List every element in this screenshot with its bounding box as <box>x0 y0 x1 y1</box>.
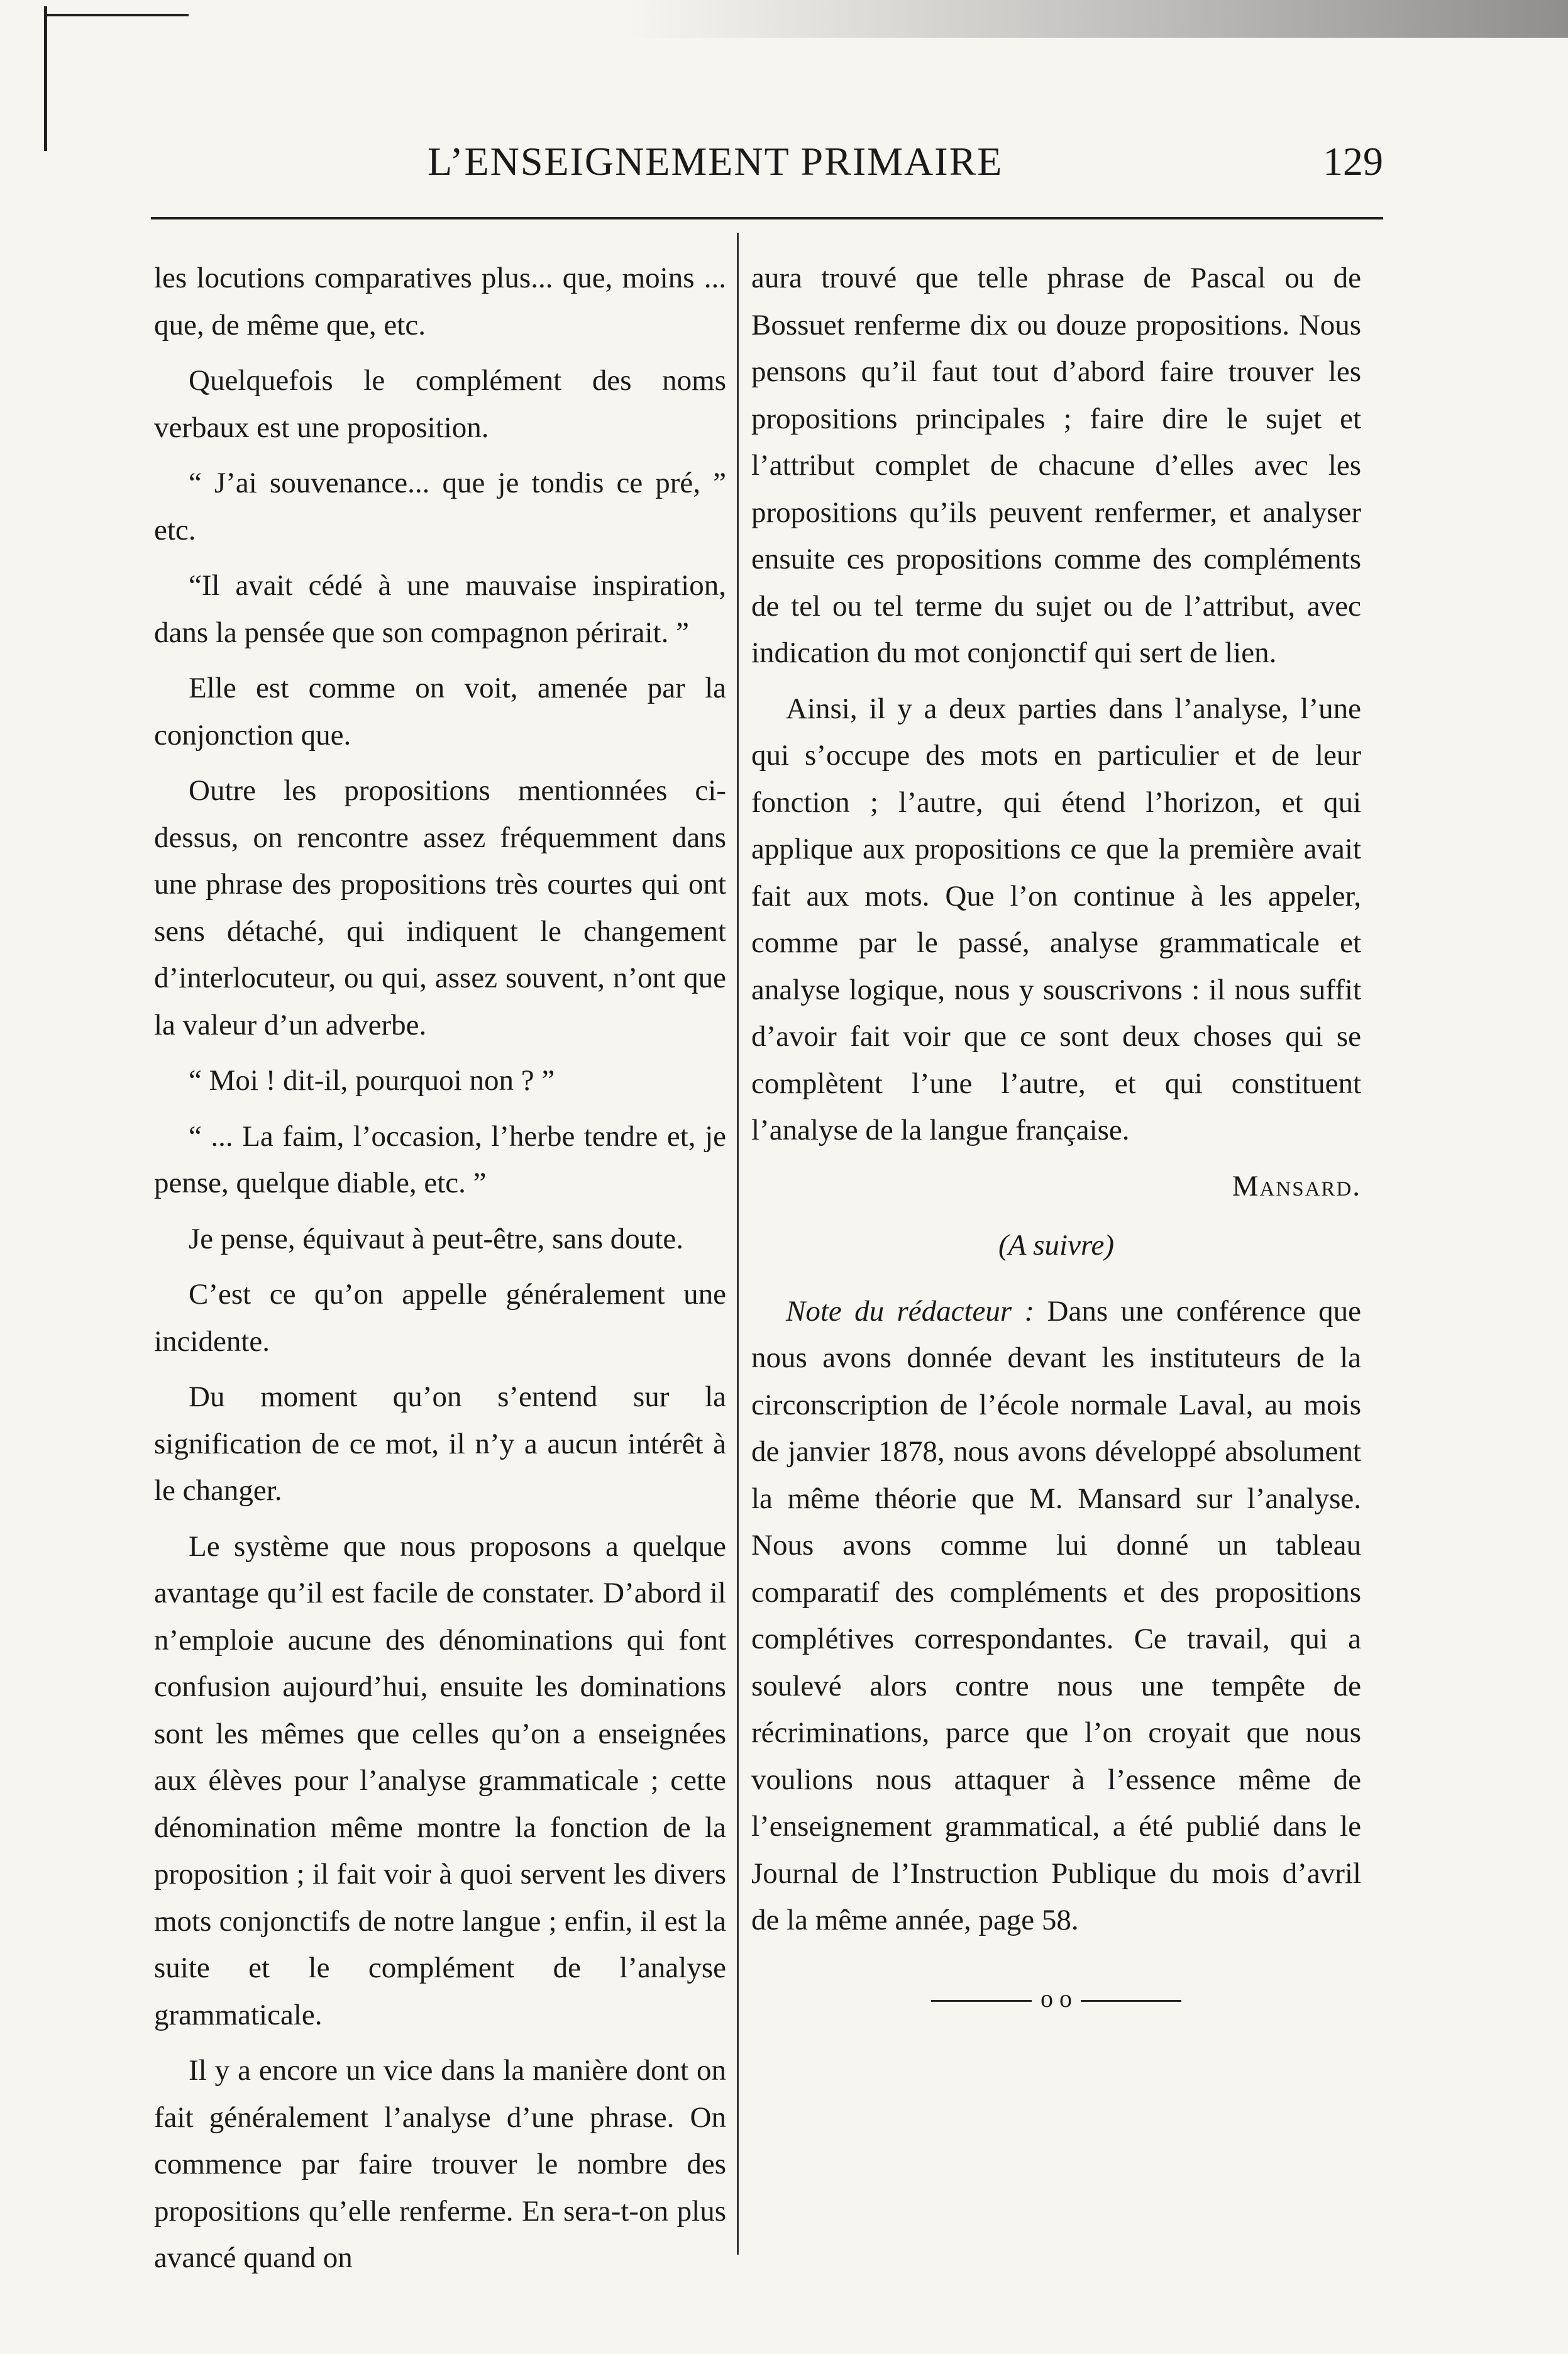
right-column <box>751 255 1361 2022</box>
running-title: L’ENSEIGNEMENT PRIMAIRE <box>428 139 1003 184</box>
paragraph: Outre les propositions mentionnées ci-dessus, on rencontre assez fréquemment dans une phrase des propositions très courtes qui ont sens détaché, qui indiquent le changement d’interlocuteur, ou qui, assez souvent, n’ont que la valeur d’un adverbe. <box>154 774 726 1041</box>
quote: “Il avait cédé à une mauvaise inspiration, dans la pensée que son compagnon périrait. ” <box>154 569 726 649</box>
paragraph: Quelquefois le complément des noms verbaux est une proposition. <box>154 364 726 444</box>
header-rule <box>151 217 1383 219</box>
quote: “ Moi ! dit-il, pourquoi non ? ” <box>189 1064 555 1097</box>
paragraph: les locutions comparatives plus... que, moins ... que, de même que, etc. <box>154 262 726 341</box>
end-ornament <box>751 1975 1361 2023</box>
paragraph: Il y a encore un vice dans la manière dont on fait généralement l’analyse d’une phrase. On commence par faire trouver le nombre des propositions qu’elle renferme. En sera-t-on plus avancé quand on <box>154 2054 726 2274</box>
paragraph: C’est ce qu’on appelle généralement une incidente. <box>154 1278 726 1358</box>
column-divider <box>737 233 739 2255</box>
quote: “ ... La faim, l’occasion, l’herbe tendre et, je pense, quelque diable, etc. ” <box>154 1119 726 1199</box>
editor-note-text: Dans une conférence que nous avons donnée devant les instituteurs de la circonscription de l’école normale Laval, au mois de janvier 1878, nous avons développé absolument la même théorie que M. Mansard sur l’analyse. Nous avons comme lui donné un tableau comparatif des compléments et des propositions complétives correspondantes. Ce travail, qui a soulevé alors contre nous une tempête de récriminations, parce que l’on croyait que nous voulions nous attaquer à l’essence même de l’enseignement grammatical, a été publié dans le Journal de l’Instruction Publique du mois d’avril de la même année, page 58. <box>751 1294 1362 1936</box>
paragraph: aura trouvé que telle phrase de Pascal ou de Bossuet renferme dix ou douze propositions. Nous pensons qu’il faut tout d’abord faire trouver les propositions principales ; faire dire le sujet et l’attribut complet de chacune d’elles avec les propositions qu’ils peuvent renfermer, et analyser ensuite ces propositions comme des compléments de tel ou tel terme du sujet ou de l’attribut, avec indication du mot conjonctif qui sert de lien. <box>751 262 1361 669</box>
ornament-glyph: o o <box>1041 1984 1072 2013</box>
left-column <box>154 255 726 2290</box>
page-header <box>151 138 1383 195</box>
paragraph: Ainsi, il y a deux parties dans l’analyse, l’une qui s’occupe des mots en particulier et de leur fonction ; l’autre, qui étend l’horizon, et qui applique aux propositions ce que la première avait fait aux mots. Que l’on continue à les appeler, comme par le passé, analyse grammaticale et analyse logique, nous y souscrivons : il nous suffit d’avoir fait voir que ce sont deux choses qui se complètent l’une l’autre, et qui constituent l’analyse de la langue française. <box>751 692 1361 1146</box>
paragraph: Du moment qu’on s’entend sur la signification de ce mot, il n’y a aucun intérêt à le changer. <box>154 1380 726 1507</box>
scan-margin-mark <box>44 6 47 151</box>
ornament-rule-right <box>1081 2000 1181 2002</box>
paragraph: Je pense, équivaut à peut-être, sans doute. <box>189 1222 683 1255</box>
editor-note <box>751 1288 1361 1944</box>
paragraph: Le système que nous proposons a quelque avantage qu’il est facile de constater. D’abord il n’emploie aucune des dénominations qui font confusion aujourd’hui, ensuite les dominations sont les mêmes que celles qu’on a enseignées aux élèves pour l’analyse grammaticale ; cette dénomination même montre la fonction de la proposition ; il fait voir à quoi servent les divers mots conjonctifs de notre langue ; enfin, il est la suite et le complément de l’analyse grammaticale. <box>154 1530 726 2031</box>
ornament-rule-left <box>931 2000 1032 2002</box>
continued-marker: (A suivre) <box>998 1229 1115 1262</box>
editor-note-label: Note du rédacteur : <box>786 1294 1035 1328</box>
paragraph: Elle est comme on voit, amenée par la conjonction que. <box>154 672 726 752</box>
author-signature: Mansard. <box>1232 1169 1361 1202</box>
page-number: 129 <box>1323 139 1383 184</box>
scan-edge-shadow <box>0 0 1568 38</box>
quote: “ J’ai souvenance... que je tondis ce pré, ” etc. <box>154 467 726 547</box>
scan-margin-mark-top <box>44 14 189 16</box>
